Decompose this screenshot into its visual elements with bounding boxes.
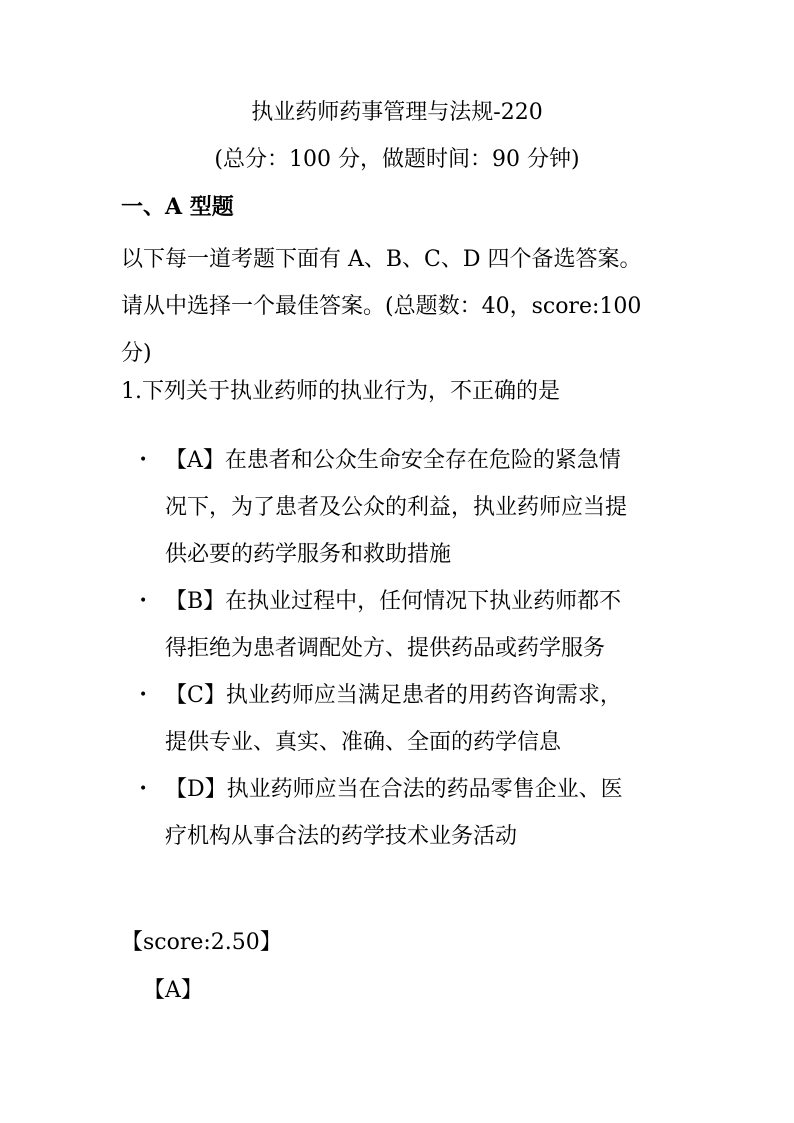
question-stem: 1.下列关于执业药师的执业行为，不正确的是 xyxy=(121,379,560,404)
section-heading: 一、A 型题 xyxy=(121,194,234,220)
question-score: 【score:2.50】 xyxy=(121,930,282,955)
section-instructions xyxy=(121,236,681,377)
answer-option-a xyxy=(121,437,681,578)
option-text-line: 【A】在患者和公众生命安全存在危险的紧急情 xyxy=(165,448,621,473)
option-text-line: 供必要的药学服务和救助措施 xyxy=(165,542,452,567)
option-text-line: 提供专业、真实、准确、全面的药学信息 xyxy=(165,730,562,755)
option-text-line: 疗机构从事合法的药学技术业务活动 xyxy=(165,824,518,849)
option-text-line: 况下，为了患者及公众的利益，执业药师应当提 xyxy=(165,495,628,520)
answer-option-c xyxy=(121,672,681,766)
instructions-line: 分) xyxy=(121,341,152,366)
option-text-line: 【C】执业药师应当满足患者的用药咨询需求， xyxy=(165,683,622,708)
option-text-line: 得拒绝为患者调配处方、提供药品或药学服务 xyxy=(165,636,606,661)
option-text-line: 【B】在执业过程中，任何情况下执业药师都不 xyxy=(165,589,622,614)
instructions-line: 以下每一道考题下面有 A、B、C、D 四个备选答案。 xyxy=(121,247,642,272)
option-text-line: 【D】执业药师应当在合法的药品零售企业、医 xyxy=(165,777,623,802)
answer-options-list xyxy=(121,437,681,860)
answer-option-b xyxy=(121,578,681,672)
bullet-icon: • xyxy=(139,687,148,703)
question-answer: 【A】 xyxy=(143,978,203,1003)
instructions-line: 请从中选择一个最佳答案。(总题数：40，score:100 xyxy=(121,294,642,319)
bullet-icon: • xyxy=(139,452,148,468)
document-subtitle: (总分：100 分，做题时间：90 分钟) xyxy=(214,147,580,172)
answer-option-d xyxy=(121,766,681,860)
bullet-icon: • xyxy=(139,781,148,797)
document-title: 执业药师药事管理与法规-220 xyxy=(251,100,543,125)
bullet-icon: • xyxy=(139,593,148,609)
